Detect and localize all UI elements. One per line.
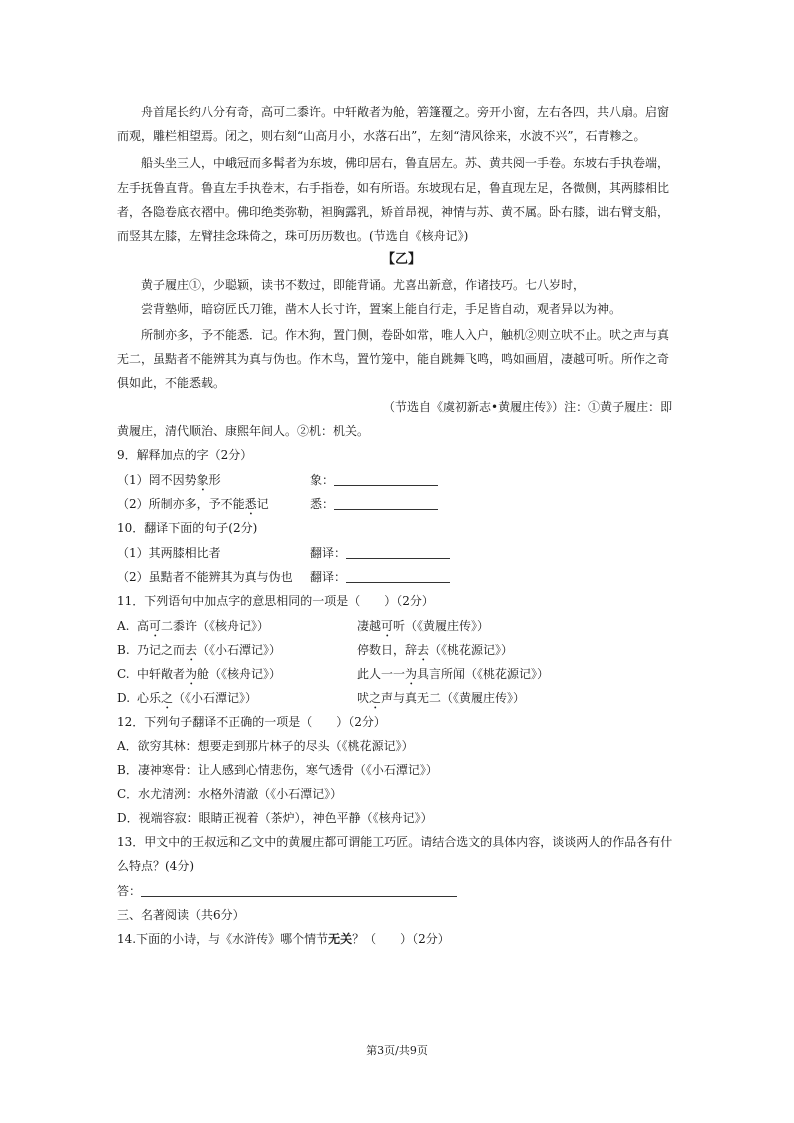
- section-heading: 三、名著阅读（共6分）: [117, 908, 245, 922]
- answer-blank[interactable]: [334, 473, 438, 486]
- dotted-char: 去: [185, 643, 198, 657]
- question-10-item-2: （2）虽黠者不能辨其为真与伪也: [117, 570, 293, 584]
- question-9-title: 9．解释加点的字（2分）: [117, 448, 253, 462]
- dotted-char: 可: [381, 619, 394, 633]
- page-number: 第3页/共9页: [366, 1044, 428, 1057]
- passage-yi-line: 黄子履庄①，少聪颖，读书不数过，即能背诵。尤喜出新意，作诸技巧。七八岁时，: [141, 278, 586, 292]
- passage-yi-source: （节选自《虞初新志•黄履庄传》）注：①黄子履庄：即: [383, 400, 673, 414]
- answer-blank[interactable]: [346, 570, 450, 583]
- passage-yi-line: 无二，虽黠者不能辨其为真与伪也。作木鸟，置竹笼中，能自跳舞飞鸣，鸣如画眉，凄越可听。所作之奇: [117, 352, 670, 366]
- option-b-letter: B.: [117, 643, 130, 657]
- dotted-char: 去: [417, 643, 430, 657]
- question-9-answer-1: 象：: [310, 471, 438, 489]
- passage-jia-line: 舟首尾长约八分有奇，高可二黍许。中轩敞者为舱，箬篷覆之。旁开小窗，左右各四，共八扇。启窗: [141, 105, 670, 119]
- passage-yi-note: 黄履庄，清代顺治、康熙年间人。②机：机关。: [117, 424, 370, 438]
- option-d-left: 心乐之（《小石潭记》）: [137, 691, 258, 705]
- dotted-char: 为: [185, 667, 198, 681]
- question-13-line: 13．甲文中的王叔远和乙文中的黄履庄都可谓能工巧匠。请结合选文的具体内容，谈谈两人的作品各有什: [117, 835, 673, 849]
- option-c-letter: C.: [117, 667, 130, 681]
- passage-jia-line: 而观，雕栏相望焉。闭之，则右刻“山高月小，水落石出”，左刻“清风徐来，水波不兴”，石青糁之。: [117, 129, 646, 143]
- option-b-right: 停数日，辞去（《桃花源记》）: [357, 643, 514, 657]
- passage-jia-line: 左手抚鲁直背。鲁直左手执卷末，右手指卷，如有所语。东坡现右足，鲁直现左足，各微侧，其两膝相比: [117, 181, 670, 195]
- dotted-char: 悉: [244, 497, 257, 511]
- dotted-char: 象: [196, 473, 209, 487]
- question-12-title: 12．下列句子翻译不正确的一项是（ ）（2分）: [117, 715, 386, 729]
- question-10-title: 10．翻译下面的句子(2分): [117, 521, 258, 535]
- question-13-answer: 答：: [117, 882, 457, 900]
- question-11-title: 11．下列语句中加点字的意思相同的一项是（ ）（2分）: [117, 594, 434, 608]
- question-9-answer-2: 悉：: [310, 495, 438, 513]
- question-9-item-1: （1）罔不因势象形: [117, 473, 221, 487]
- passage-yi-line: 尝背塾师，暗窃匠氏刀锥，凿木人长寸许，置案上能自行走，手足皆自动，观者异以为神。: [141, 302, 622, 316]
- option-c-left: 中轩敞者为舱（《核舟记》）: [137, 667, 282, 681]
- passage-jia-line: 者，各隐卷底衣褶中。佛印绝类弥勒，袒胸露乳，矫首昂视，神情与苏、黄不属。卧右膝，诎右臂支船，: [117, 205, 670, 219]
- option-a-letter: A.: [117, 619, 130, 633]
- option-a-right: 凄越可听（《黄履庄传》）: [357, 619, 490, 633]
- option-a-left: 高可二黍许（《核舟记》）: [137, 619, 270, 633]
- dotted-char: 之: [369, 691, 382, 705]
- question-12-option-c: C．水尤清洌：水格外清澈（《小石潭记》）: [117, 787, 343, 801]
- question-10-answer-2: 翻译：: [310, 568, 450, 586]
- answer-blank[interactable]: [334, 497, 438, 510]
- passage-jia-line: 而竖其左膝，左臂挂念珠倚之，珠可历历数也。(节选自《核舟记》): [117, 229, 469, 243]
- dotted-char: 可: [149, 619, 162, 633]
- answer-blank[interactable]: [346, 546, 450, 559]
- question-12-option-a: A．欲穷其林：想要走到那片林子的尽头（《桃花源记》）: [117, 739, 414, 753]
- passage-yi-line: 俱如此，不能悉载。: [117, 376, 226, 390]
- passage-yi-line: 所制亦多，予不能悉．记。作木狗，置门侧，卷卧如常，唯人入户，触机②则立吠不止。吠之声与真: [141, 328, 670, 342]
- option-c-right: 此人一一为具言所闻（《桃花源记》）: [357, 667, 550, 681]
- question-12-option-d: D．视端容寂：眼睛正视着（茶炉），神色平静（《核舟记》）: [117, 811, 433, 825]
- dotted-char: 之: [161, 691, 174, 705]
- question-10-answer-1: 翻译：: [310, 544, 450, 562]
- question-10-item-1: （1）其两膝相比者: [117, 546, 221, 560]
- option-d-letter: D.: [117, 691, 131, 705]
- dotted-char: 为: [405, 667, 418, 681]
- question-9-item-2: （2）所制亦多，予不能悉记: [117, 497, 269, 511]
- question-13-line: 么特点？(4分): [117, 859, 194, 873]
- question-14-title: 14.下面的小诗，与《水浒传》哪个情节无关？（ ）（2分）: [117, 932, 450, 946]
- passage-yi-heading: 【乙】: [382, 252, 422, 267]
- option-d-right: 吠之声与真无二（《黄履庄传》）: [357, 691, 526, 705]
- option-b-left: 乃记之而去（《小石潭记》）: [137, 643, 282, 657]
- passage-jia-line: 船头坐三人，中峨冠而多髯者为东坡，佛印居右，鲁直居左。苏、黄共阅一手卷。东坡右手执卷端，: [141, 156, 670, 170]
- question-12-option-b: B．凄神寒骨：让人感到心情悲伤，寒气透骨（《小石潭记》）: [117, 763, 438, 777]
- answer-blank[interactable]: [141, 884, 457, 897]
